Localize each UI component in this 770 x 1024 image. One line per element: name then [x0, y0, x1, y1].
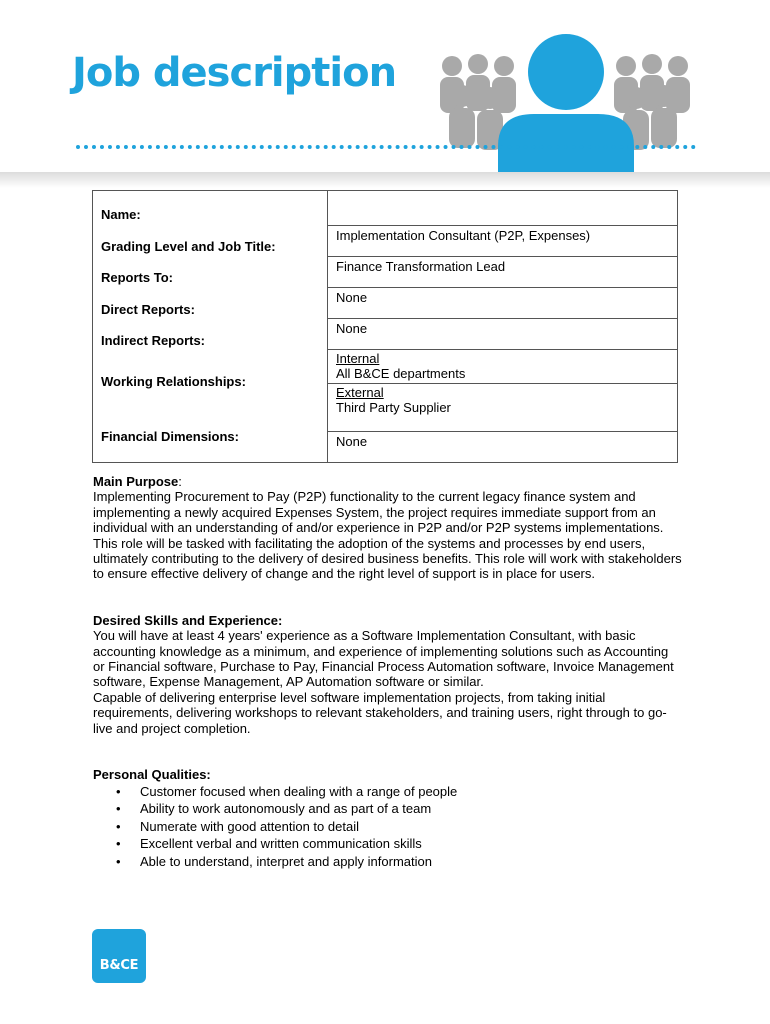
- page-title: Job description: [72, 50, 397, 96]
- external-value: Third Party Supplier: [336, 400, 451, 415]
- value-indirect-reports: None: [328, 319, 678, 350]
- list-item: • Numerate with good attention to detail: [140, 818, 683, 836]
- label-grading: Grading Level and Job Title:: [101, 238, 276, 254]
- job-details-table: [92, 190, 678, 463]
- skills-section: [93, 613, 683, 736]
- value-grading: Implementation Consultant (P2P, Expenses): [328, 226, 678, 257]
- external-heading: External: [336, 385, 384, 400]
- internal-relationships: [328, 350, 677, 384]
- people-group-icon: [430, 28, 700, 178]
- skills-paragraph: Capable of delivering enterprise level software implementation projects, from taking initial requirements, delivering workshops to relevant stakeholders, and training users, right through to go-live and project completion.: [93, 689, 667, 736]
- value-direct-reports: None: [328, 288, 678, 319]
- value-financial-dimensions: None: [328, 432, 678, 463]
- list-item: • Ability to work autonomously and as part of a team: [140, 800, 683, 818]
- skills-paragraph: You will have at least 4 years' experience as a Software Implementation Consultant, with basic accounting knowledge as a minimum, and experience of implementing solutions such as Accounting or Financial software, Purchase to Pay, Financial Process Automation software, Invoice Management software, Expense Management, AP Automation software or similar.: [93, 628, 674, 690]
- label-direct-reports: Direct Reports:: [101, 301, 195, 317]
- main-purpose-paragraph: Implementing Procurement to Pay (P2P) functionality to the current legacy finance system and implementing a newly acquired Expenses System, the project requires immediate support from an individual with an understanding of and/or experience in P2P and/or P2P systems implementations.: [93, 489, 664, 536]
- list-item: • Excellent verbal and written communication skills: [140, 835, 683, 853]
- label-financial-dimensions: Financial Dimensions:: [101, 429, 239, 444]
- header-band: [0, 172, 770, 188]
- main-purpose-heading: Main Purpose: [93, 474, 179, 489]
- label-reports-to: Reports To:: [101, 270, 173, 285]
- label-name: Name:: [101, 207, 141, 222]
- qualities-section: [93, 767, 683, 870]
- list-item: • Customer focused when dealing with a range of people: [140, 783, 683, 801]
- bce-logo: B&CE: [92, 929, 146, 983]
- label-working-relationships: Working Relationships:: [101, 374, 246, 389]
- qualities-list: [93, 783, 683, 871]
- list-item: • Able to understand, interpret and apply information: [140, 853, 683, 871]
- label-indirect-reports: Indirect Reports:: [101, 333, 206, 348]
- value-name: [328, 191, 678, 226]
- skills-heading: Desired Skills and Experience:: [93, 612, 283, 628]
- internal-heading: Internal: [336, 351, 380, 366]
- internal-value: All B&CE departments: [336, 366, 466, 381]
- header-divider: [76, 145, 696, 149]
- value-reports-to: Finance Transformation Lead: [328, 257, 678, 288]
- main-purpose-section: Main Purpose: Implementing Procurement to Pay (P2P) functionality to the current legacy finance system and implementing a newly acquired Expenses System, the project requires immediate support from an individual with an understanding of and/or experience in P2P and/or P2P systems implementations. This role will be tasked with facilitating the adoption of the systems and processes by end users, ultimately contributing to the delivery of desired business benefits. This role will work with stakeholders to ensure effective delivery of change and the right level of support is in place for users.: [93, 474, 682, 582]
- main-purpose-paragraph: This role will be tasked with facilitating the adoption of the systems and processes by end users, ultimately contributing to the delivery of desired business benefits. This role will work with stakeholders to ensure effective delivery of change and the right level of support is in place for users.: [93, 535, 682, 582]
- labels-column: [93, 191, 328, 463]
- qualities-heading: Personal Qualities:: [93, 767, 211, 783]
- job-description-body: [93, 474, 683, 870]
- value-working-relationships: [328, 350, 678, 432]
- external-relationships: [328, 384, 677, 431]
